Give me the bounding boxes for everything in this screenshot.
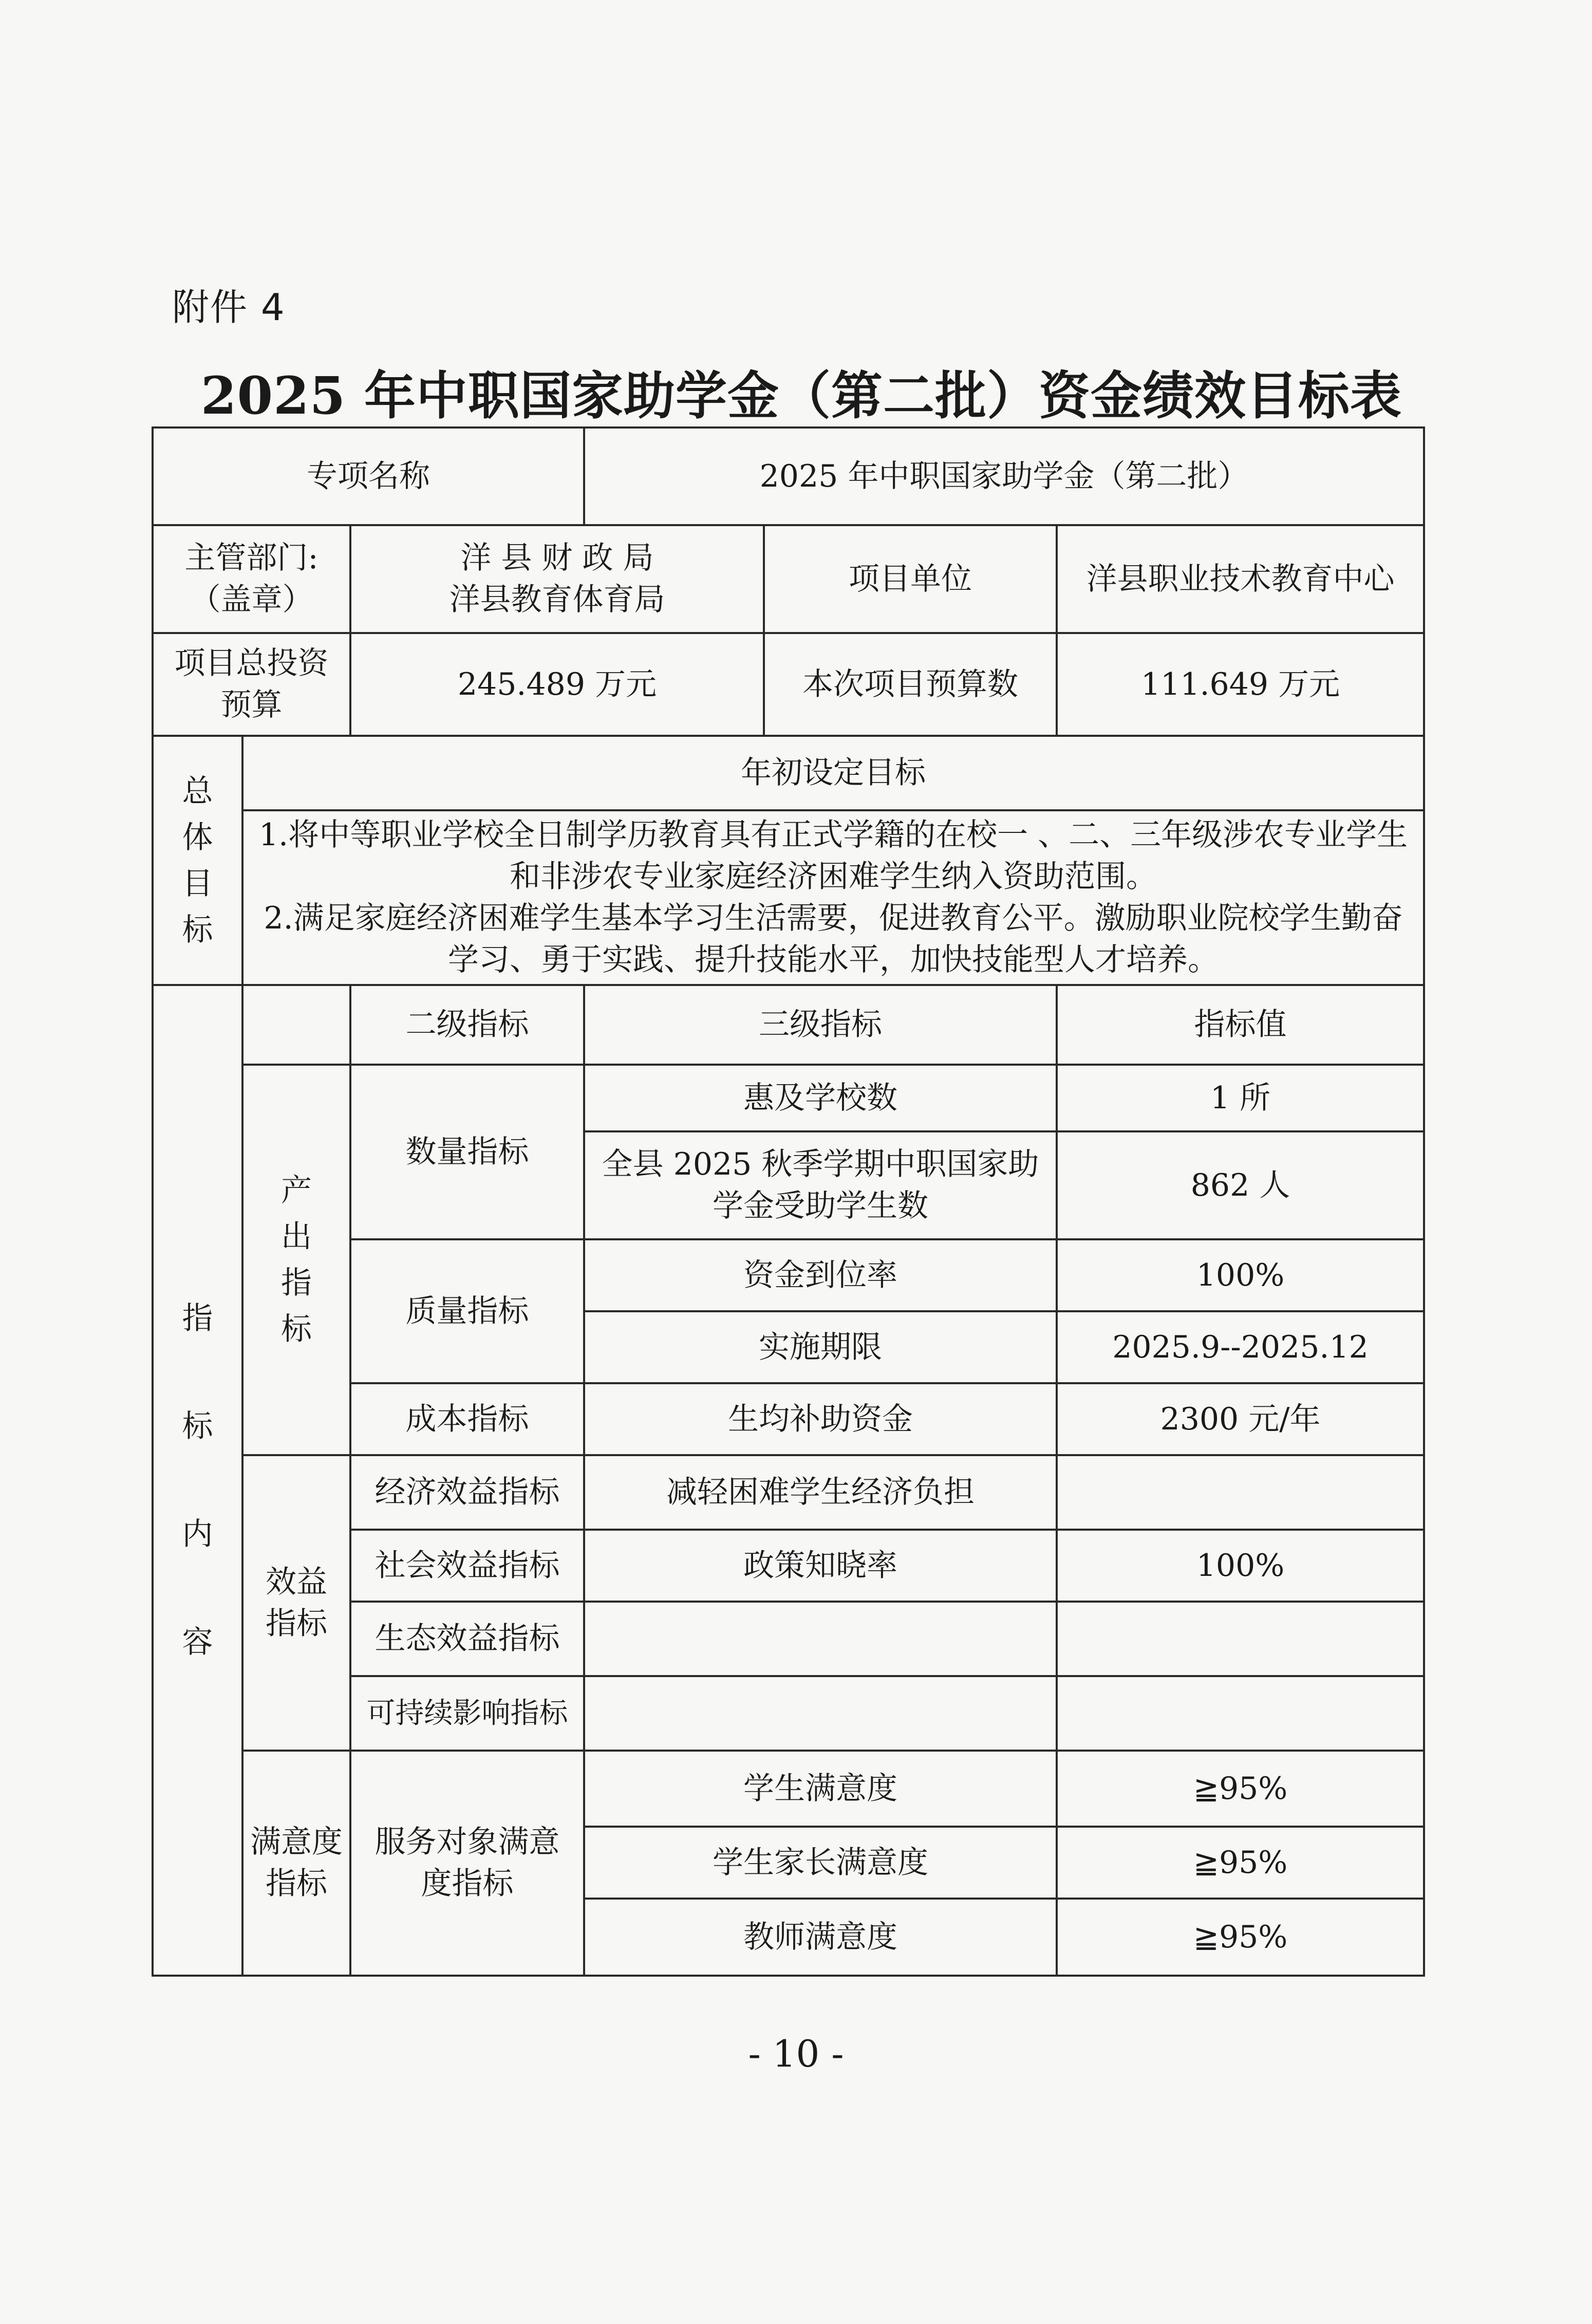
overall-goal-label <box>153 736 242 985</box>
benefit-label-line2: 指标 <box>266 1605 327 1642</box>
vertical-char: 目 <box>182 865 213 902</box>
economic-label: 经济效益指标 <box>350 1455 584 1530</box>
dept-value-line1: 洋 县 财 政 局 <box>460 540 654 576</box>
project-unit-value: 洋县职业技术教育中心 <box>1057 525 1424 633</box>
col-value: 指标值 <box>1057 985 1424 1065</box>
student-sat-label: 学生满意度 <box>584 1751 1057 1827</box>
schools-value: 1 所 <box>1057 1065 1424 1131</box>
table-row <box>153 525 1424 633</box>
col-level3: 三级指标 <box>584 985 1057 1065</box>
vertical-char: 指 <box>281 1265 312 1301</box>
service-label-line1: 服务对象满意 <box>374 1824 560 1860</box>
budget-label: 本次项目预算数 <box>764 633 1057 736</box>
annual-goal-label: 年初设定目标 <box>242 736 1424 810</box>
parent-sat-label: 学生家长满意度 <box>584 1827 1057 1899</box>
table-row <box>153 1455 1424 1530</box>
dept-label-line2: （盖章） <box>190 582 313 618</box>
project-unit-label: 项目单位 <box>764 525 1057 633</box>
students-value: 862 人 <box>1057 1131 1424 1239</box>
period-label: 实施期限 <box>584 1311 1057 1383</box>
empty-header-cell <box>242 985 350 1065</box>
total-invest-value: 245.489 万元 <box>350 633 764 736</box>
vertical-char: 标 <box>182 912 213 948</box>
vertical-char: 总 <box>182 773 213 809</box>
goal-1: 1.将中等职业学校全日制学历教育具有正式学籍的在校一 、二、三年级涉农专业学生和非涉农专业家庭经济困难学生纳入资助范围。 <box>258 817 1408 895</box>
performance-target-table <box>152 426 1425 1977</box>
economic-l3: 减轻困难学生经济负担 <box>584 1455 1057 1530</box>
budget-value: 111.649 万元 <box>1057 633 1424 736</box>
table-row <box>153 1751 1424 1827</box>
schools-label: 惠及学校数 <box>584 1065 1057 1131</box>
output-label <box>242 1065 350 1455</box>
students-label <box>584 1131 1057 1239</box>
special-name-value: 2025 年中职国家助学金（第二批） <box>584 427 1424 525</box>
service-label <box>350 1751 584 1976</box>
vertical-char: 容 <box>182 1624 213 1660</box>
satisfaction-label-line2: 指标 <box>266 1866 327 1902</box>
cost-label: 成本指标 <box>350 1383 584 1455</box>
subsidy-value: 2300 元/年 <box>1057 1383 1424 1455</box>
vertical-char: 体 <box>182 819 213 856</box>
funds-rate-label: 资金到位率 <box>584 1239 1057 1311</box>
teacher-sat-value: ≧95% <box>1057 1899 1424 1976</box>
table-row <box>153 810 1424 985</box>
vertical-char: 标 <box>182 1408 213 1444</box>
sustainable-label: 可持续影响指标 <box>350 1676 584 1751</box>
dept-value <box>350 525 764 633</box>
subsidy-label: 生均补助资金 <box>584 1383 1057 1455</box>
total-invest-label <box>153 633 350 736</box>
table-row <box>153 633 1424 736</box>
social-label: 社会效益指标 <box>350 1530 584 1602</box>
goal-text <box>242 810 1424 985</box>
table-row <box>153 427 1424 525</box>
benefit-label <box>242 1455 350 1751</box>
vertical-char: 内 <box>182 1516 213 1552</box>
satisfaction-label <box>242 1751 350 1976</box>
dept-label <box>153 525 350 633</box>
student-sat-value: ≧95% <box>1057 1751 1424 1827</box>
dept-label-line1: 主管部门: <box>184 540 319 576</box>
students-label-line1: 全县 2025 秋季学期中职国家助 <box>602 1146 1039 1182</box>
ecological-l3 <box>584 1602 1057 1676</box>
document-title: 2025 年中职国家助学金（第二批）资金绩效目标表 <box>200 365 1402 426</box>
funds-rate-value: 100% <box>1057 1239 1424 1311</box>
col-level2: 二级指标 <box>350 985 584 1065</box>
quantity-label: 数量指标 <box>350 1065 584 1239</box>
parent-sat-value: ≧95% <box>1057 1827 1424 1899</box>
table-row <box>153 736 1424 810</box>
vertical-char: 标 <box>281 1311 312 1347</box>
indicator-content-label <box>153 985 242 1976</box>
period-value: 2025.9--2025.12 <box>1057 1311 1424 1383</box>
ecological-label: 生态效益指标 <box>350 1602 584 1676</box>
benefit-label-line1: 效益 <box>266 1564 327 1600</box>
table-row <box>153 985 1424 1065</box>
total-invest-label-line2: 预算 <box>220 687 283 723</box>
page-number: - 10 - <box>748 2032 844 2075</box>
table-row <box>153 1065 1424 1131</box>
sustainable-l3 <box>584 1676 1057 1751</box>
attachment-label: 附件 4 <box>172 286 286 329</box>
quality-label: 质量指标 <box>350 1239 584 1383</box>
teacher-sat-label: 教师满意度 <box>584 1899 1057 1976</box>
goal-2: 2.满足家庭经济困难学生基本学习生活需要，促进教育公平。激励职业院校学生勤奋学习、勇于实践、提升技能水平，加快技能型人才培养。 <box>264 900 1403 978</box>
economic-value <box>1057 1455 1424 1530</box>
vertical-char: 产 <box>281 1173 312 1209</box>
ecological-value <box>1057 1602 1424 1676</box>
special-name-label: 专项名称 <box>153 427 584 525</box>
dept-value-line2: 洋县教育体育局 <box>449 582 665 618</box>
sustainable-value <box>1057 1676 1424 1751</box>
social-l3: 政策知晓率 <box>584 1530 1057 1602</box>
satisfaction-label-line1: 满意度 <box>250 1824 343 1860</box>
social-value: 100% <box>1057 1530 1424 1602</box>
students-label-line2: 学金受助学生数 <box>713 1188 928 1224</box>
total-invest-label-line1: 项目总投资 <box>174 645 329 681</box>
vertical-char: 指 <box>182 1300 213 1336</box>
vertical-char: 出 <box>281 1219 312 1255</box>
service-label-line2: 度指标 <box>421 1866 514 1902</box>
